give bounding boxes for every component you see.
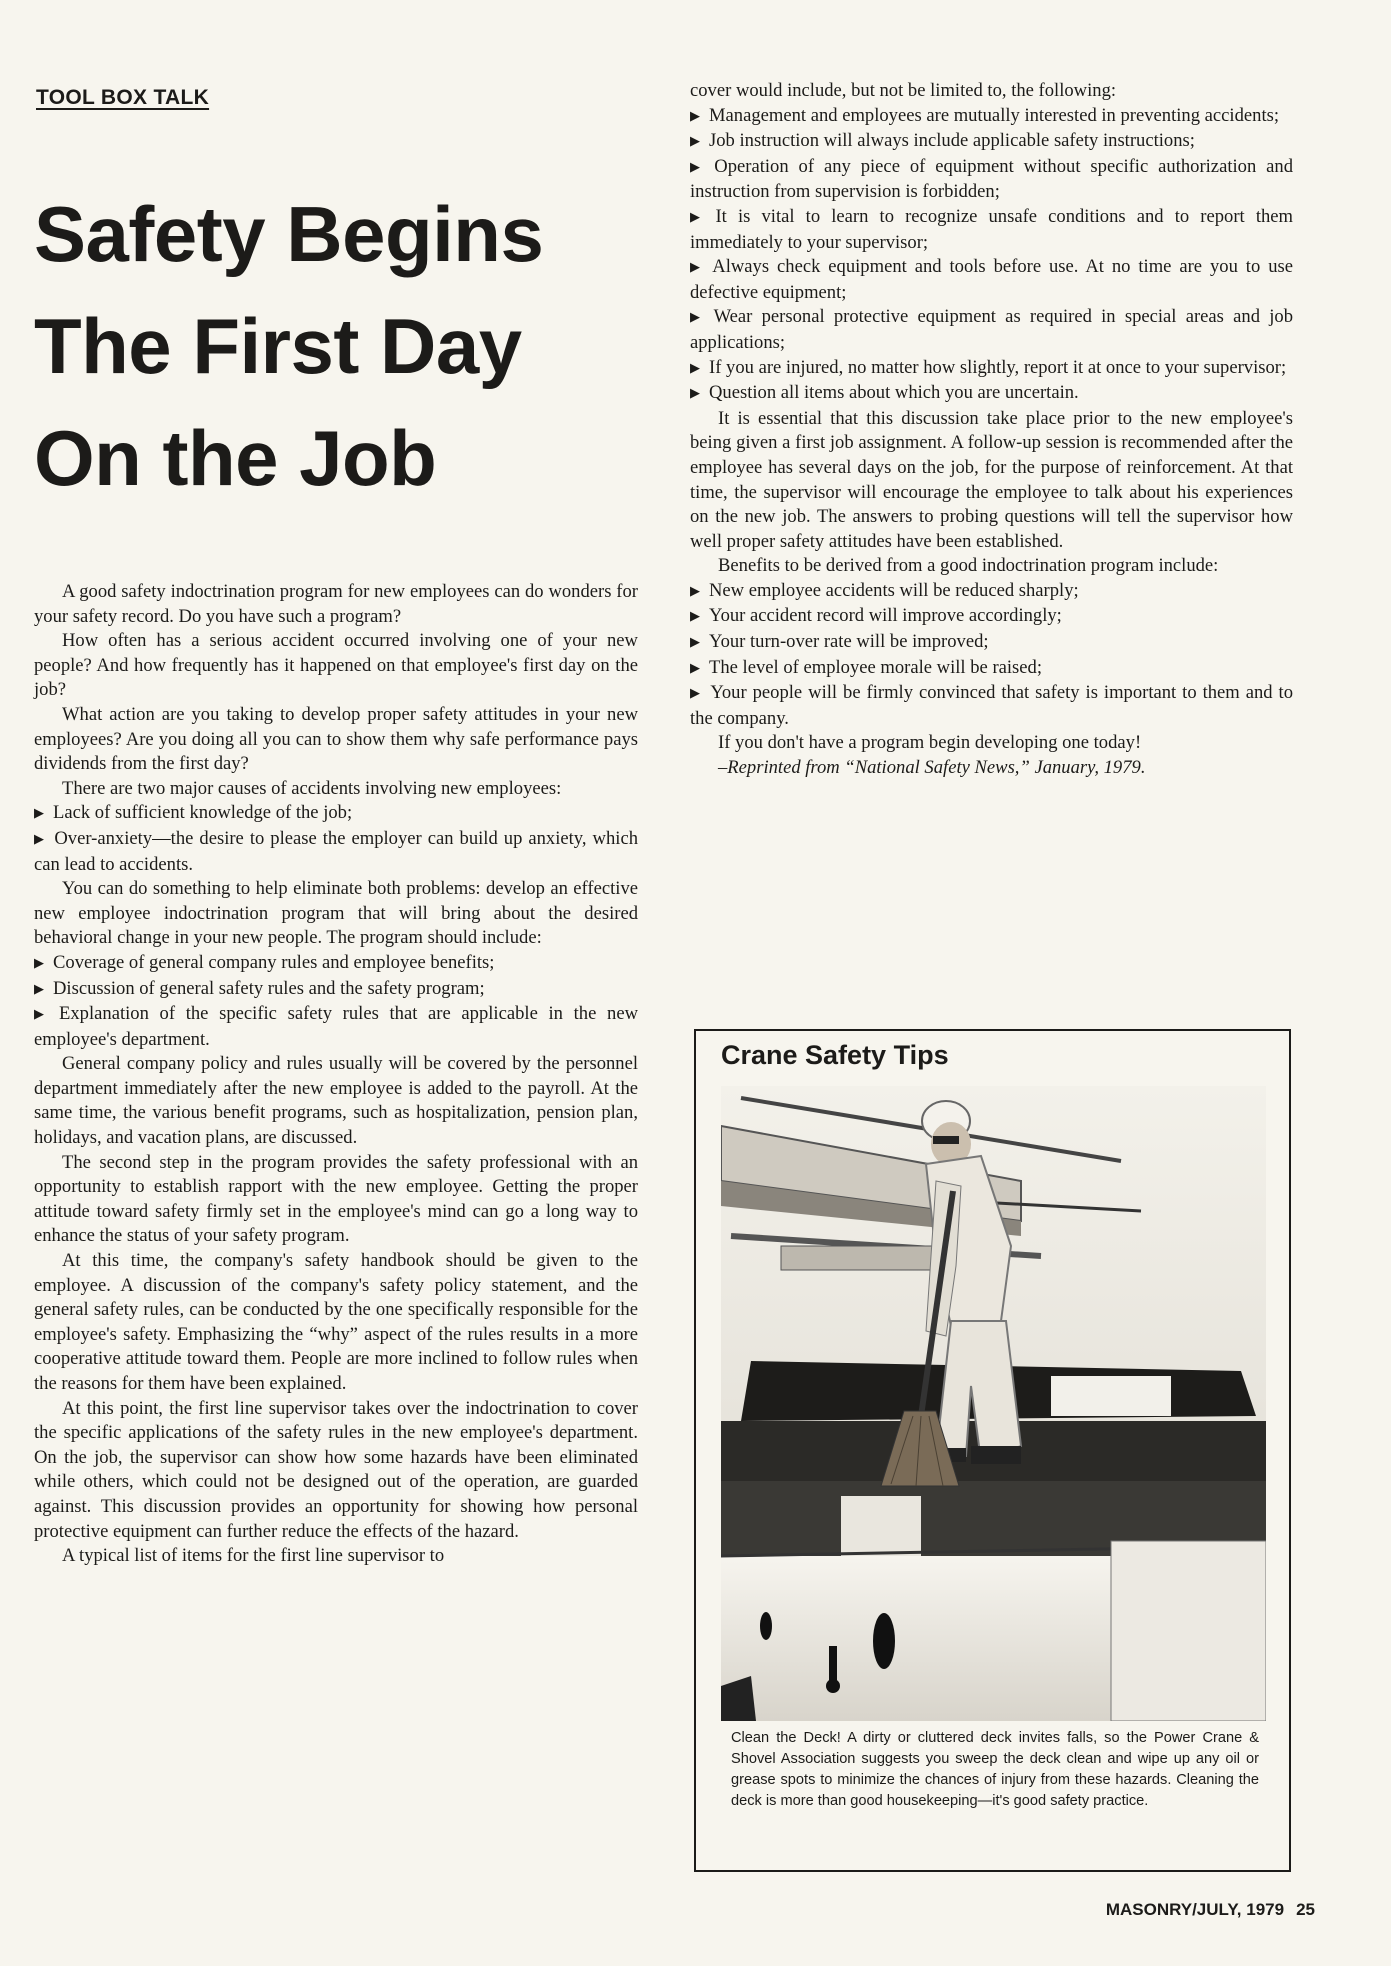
section-kicker: TOOL BOX TALK bbox=[36, 86, 210, 109]
reprint-credit: –Reprinted from “National Safety News,” January, 1979. bbox=[718, 757, 1146, 779]
paragraph: General company policy and rules usually will be covered by the personnel department immediately after the new employee is added to the payroll. At the same time, the various benefit programs, such as hospitalization, pension plan, holidays, and vacation plans, are discussed. bbox=[34, 1053, 638, 1149]
paragraph: A typical list of items for the first line supervisor to bbox=[62, 1545, 445, 1567]
bullet-item: ▶ If you are injured, no matter how slightly, report it at once to your supervisor; bbox=[690, 356, 1293, 382]
sidebar-title: Crane Safety Tips bbox=[721, 1040, 949, 1070]
page-number: 25 bbox=[1296, 1900, 1315, 1919]
bullet-item: ▶ Over-anxiety—the desire to please the employer can build up anxiety, which can lead to accidents. bbox=[34, 827, 638, 877]
paragraph: If you don't have a program begin developing one today! bbox=[718, 732, 1142, 754]
paragraph: At this point, the first line supervisor takes over the indoctrination to cover the specific applications of the safety rules in the new employee's department. On the job, the supervisor can show how some hazards have been eliminated while others, which could not be designed out of the operation, are guarded against. This discussion provides an opportunity for showing how personal protective equipment can further reduce the effects of the hazard. bbox=[34, 1397, 638, 1542]
bullet-item: ▶ The level of employee morale will be raised; bbox=[690, 656, 1293, 682]
article-left-column bbox=[34, 580, 638, 1569]
article-right-column bbox=[690, 79, 1293, 781]
issue-label: MASONRY/JULY, 1979 bbox=[1105, 1900, 1285, 1919]
paragraph: The second step in the program provides the safety professional with an opportunity to establish rapport with the new employee. Getting the proper attitude toward safety firmly set in the employee's mind can go a long way to enhance the status of your safety program. bbox=[34, 1151, 638, 1247]
bullet-item: ▶ Explanation of the specific safety rules that are applicable in the new employee's department. bbox=[34, 1002, 638, 1052]
photo-caption: Clean the Deck! A dirty or cluttered deck invites falls, so the Power Crane & Shovel Association suggests you sweep the deck clean and wipe up any oil or grease spots to minimize the chances of injury from these hazards. Cleaning the deck is more than good housekeeping—it's good safety practice. bbox=[731, 1730, 1259, 1809]
paragraph: At this time, the company's safety handbook should be given to the employee. A discussion of the company's safety policy statement, and the general safety rules, can be conducted by the one specifically responsible for the employee's safety. Emphasizing the “why” aspect of the rules results in a more cooperative attitude toward them. People are more inclined to follow rules when the reasons for them have been explained. bbox=[34, 1250, 638, 1394]
paragraph: There are two major causes of accidents involving new employees: bbox=[62, 777, 562, 799]
paragraph: It is essential that this discussion take place prior to the new employee's being given a first job assignment. A follow-up session is recommended after the employee has several days on the job, for the purpose of reinforcement. At that time, the supervisor will encourage the employee to talk about his experiences on the new job. The answers to probing questions will tell the supervisor how well proper safety attitudes have been established. bbox=[690, 407, 1293, 552]
worker-sweeping-crane-deck-photo bbox=[721, 1086, 1266, 1721]
paragraph: You can do something to help eliminate both problems: develop an effective new employee indoctrination program that will bring about the desired behavioral change in your new people. The program should include: bbox=[34, 878, 638, 949]
headline-line: Safety Begins bbox=[34, 190, 544, 278]
paragraph-continued: cover would include, but not be limited to, the following: bbox=[690, 80, 1117, 101]
bullet-item: ▶ Job instruction will always include applicable safety instructions; bbox=[690, 129, 1293, 155]
bullet-item: ▶ Wear personal protective equipment as required in special areas and job applications; bbox=[690, 305, 1293, 355]
page-footer bbox=[1106, 1900, 1315, 1920]
bullet-item: ▶ Your people will be firmly convinced that safety is important to them and to the company. bbox=[690, 681, 1293, 731]
bullet-item: ▶ Your turn-over rate will be improved; bbox=[690, 630, 1293, 656]
headline-line: The First Day bbox=[34, 302, 522, 390]
bullet-item: ▶ New employee accidents will be reduced sharply; bbox=[690, 579, 1293, 605]
article-headline bbox=[34, 178, 674, 514]
bullet-item: ▶ Question all items about which you are uncertain. bbox=[690, 381, 1293, 407]
paragraph: A good safety indoctrination program for new employees can do wonders for your safety record. Do you have such a program? bbox=[34, 581, 638, 627]
bullet-item: ▶ Operation of any piece of equipment without specific authorization and instruction from supervision is forbidden; bbox=[690, 155, 1293, 205]
paragraph: How often has a serious accident occurred involving one of your new people? And how frequently has it happened on that employee's first day on the job? bbox=[34, 630, 638, 701]
bullet-item: ▶ It is vital to learn to recognize unsafe conditions and to report them immediately to your supervisor; bbox=[690, 205, 1293, 255]
bullet-item: ▶ Always check equipment and tools before use. At no time are you to use defective equipment; bbox=[690, 255, 1293, 305]
bullet-item: ▶ Lack of sufficient knowledge of the job; bbox=[34, 801, 638, 827]
paragraph: Benefits to be derived from a good indoctrination program include: bbox=[718, 555, 1219, 577]
bullet-item: ▶ Your accident record will improve accordingly; bbox=[690, 604, 1293, 630]
bullet-item: ▶ Discussion of general safety rules and the safety program; bbox=[34, 977, 638, 1003]
bullet-item: ▶ Management and employees are mutually interested in preventing accidents; bbox=[690, 104, 1293, 130]
paragraph: What action are you taking to develop proper safety attitudes in your new employees? Are you doing all you can to show them why safe performance pays dividends from the first day? bbox=[34, 703, 638, 775]
crane-safety-sidebar bbox=[694, 1029, 1291, 1872]
headline-line: On the Job bbox=[34, 414, 437, 502]
bullet-item: ▶ Coverage of general company rules and employee benefits; bbox=[34, 951, 638, 977]
